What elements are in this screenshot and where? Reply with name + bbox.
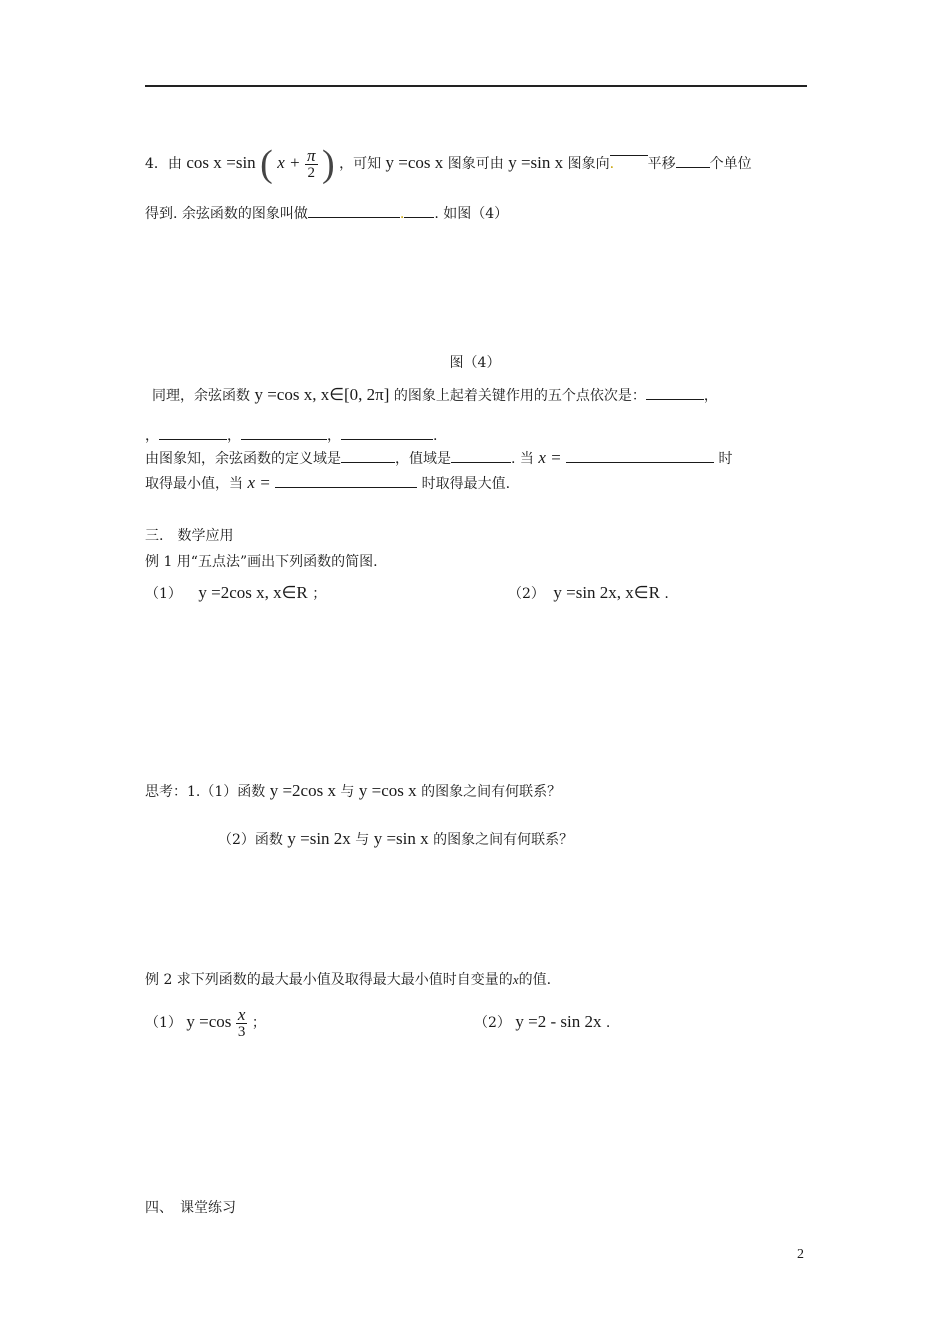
ex2-p2-end: . (605, 1015, 611, 1031)
ex2-x: x (512, 972, 519, 987)
think-suffix: 的图象之间有何联系？ (421, 784, 562, 800)
q4-two: 2 (307, 164, 315, 181)
think-line1 (145, 776, 561, 806)
think-f2: y =cos x (358, 781, 417, 800)
q4-eq-sin: =sin (226, 153, 256, 172)
q4-blank-units[interactable] (676, 153, 710, 168)
min-cont-text: 取得最小值，当 (145, 476, 243, 492)
header-rule (145, 85, 807, 87)
think-suffix2: 的图象之间有何联系？ (433, 832, 574, 848)
q4-right-paren: ) (321, 143, 335, 185)
q4-blank-name-2[interactable] (404, 203, 434, 218)
x-eq-max: x = (247, 473, 271, 492)
similarly-comma2: ， (145, 428, 159, 444)
example2-part1 (145, 1000, 266, 1044)
think-p2-prefix: （2）函数 (218, 832, 283, 848)
max-text: 时取得最大值. (421, 476, 511, 492)
q4-cos-x: cos x (186, 153, 222, 172)
ex1-p2-formula: y =sin 2x, x∈R (553, 583, 660, 602)
think-line2 (218, 824, 573, 854)
ex2-p1-num: x (237, 1004, 246, 1024)
domain-blank[interactable] (341, 448, 395, 463)
ex1-p1-formula: y =2cos x, x∈R (198, 583, 308, 602)
range-text: ，值域是 (395, 451, 451, 467)
ex2-p2-label: （2） (474, 1015, 511, 1031)
think-f1: y =2cos x (269, 781, 336, 800)
max-x-blank[interactable] (275, 473, 417, 488)
point-blank-2[interactable] (159, 425, 227, 440)
similarly-line2 (145, 425, 437, 446)
think-f3: y =sin 2x (287, 829, 351, 848)
range-blank[interactable] (451, 448, 511, 463)
min-text: 时 (718, 451, 733, 467)
q4-shift: 平移 (647, 156, 676, 172)
q4-graph-from: 图象可由 (447, 156, 504, 172)
q4-graph-to: 图象向 (567, 156, 610, 172)
ex1-p2-label: （2） (508, 586, 545, 602)
example2-text (145, 970, 551, 990)
similarly-period: . (433, 428, 438, 444)
max-line (145, 473, 510, 494)
ex2-text-end: 的值. (518, 972, 552, 988)
when-x-text: . 当 (511, 451, 534, 467)
q4-number: 4．由 (145, 156, 182, 172)
q4-x-plus: x + (277, 153, 301, 172)
section4-title: 四、 课堂练习 (145, 1200, 236, 1216)
similarly-text1: 同理，余弦函数 (152, 388, 250, 404)
page-number: 2 (797, 1247, 804, 1262)
similarly-text2: 的图象上起着关键作用的五个点依次是： (393, 388, 646, 404)
domain-text: 由图象知，余弦函数的定义域是 (145, 451, 341, 467)
point-blank-3[interactable] (241, 425, 327, 440)
q4-pi-over-2 (305, 147, 318, 182)
think-prefix: 思考：1.（1）函数 (145, 784, 266, 800)
ex2-p1-y: y =cos (186, 1012, 232, 1031)
q4-blank-name[interactable] (308, 203, 400, 218)
similarly-formula: y =cos x, x∈[0, 2π] (254, 385, 390, 404)
ex2-p1-end: ； (251, 1015, 266, 1031)
figure-label: 图（4） (449, 355, 501, 371)
ex2-p1-label: （1） (145, 1015, 182, 1031)
ex1-p2-end: . (664, 586, 669, 602)
q4-dot2: . (399, 206, 405, 222)
similarly-line1 (152, 380, 718, 410)
example2-part2 (474, 1010, 610, 1034)
ex1-p1-label: （1） (145, 586, 182, 602)
domain-line (145, 448, 733, 469)
think-with: 与 (340, 784, 355, 800)
q4-line1 (145, 140, 752, 186)
q4-blank-direction[interactable] (609, 141, 648, 172)
q4-obtained: 得到. 余弦函数的图象叫做 (145, 206, 308, 222)
section3-title: 三. 数学应用 (145, 528, 234, 544)
q4-as-fig: . 如图（4） (434, 206, 509, 222)
similarly-comma3: ， (227, 428, 241, 444)
q4-dot-mark: . (609, 156, 615, 172)
point-blank-1[interactable] (646, 385, 704, 400)
ex2-p1-fraction (236, 1006, 248, 1041)
think-f4: y =sin x (373, 829, 429, 848)
q4-units: 个单位 (709, 156, 752, 172)
example1-part2 (508, 578, 669, 608)
point-blank-4[interactable] (341, 425, 433, 440)
q4-pi: π (306, 145, 316, 165)
similarly-comma: ， (703, 388, 718, 404)
example1-text: 例 1 用“五点法”画出下列函数的简图. (145, 554, 378, 570)
x-eq-min: x = (538, 448, 562, 467)
ex1-p1-end: ； (312, 586, 327, 602)
think-with2: 与 (355, 832, 370, 848)
q4-y-sin: y =sin x (508, 153, 564, 172)
q4-y-cos: y =cos x (385, 153, 444, 172)
example1-part1 (145, 578, 326, 608)
ex2-text: 例 2 求下列函数的最大最小值及取得最大最小值时自变量的 (145, 972, 513, 988)
q4-left-paren: ( (260, 143, 273, 185)
ex2-p2-formula: y =2 - sin 2x (515, 1012, 602, 1031)
similarly-comma4: ， (327, 428, 341, 444)
min-x-blank[interactable] (566, 448, 714, 463)
ex2-p1-den: 3 (237, 1023, 246, 1040)
q4-comma-know: ，可知 (339, 156, 382, 172)
q4-line2 (145, 203, 508, 224)
